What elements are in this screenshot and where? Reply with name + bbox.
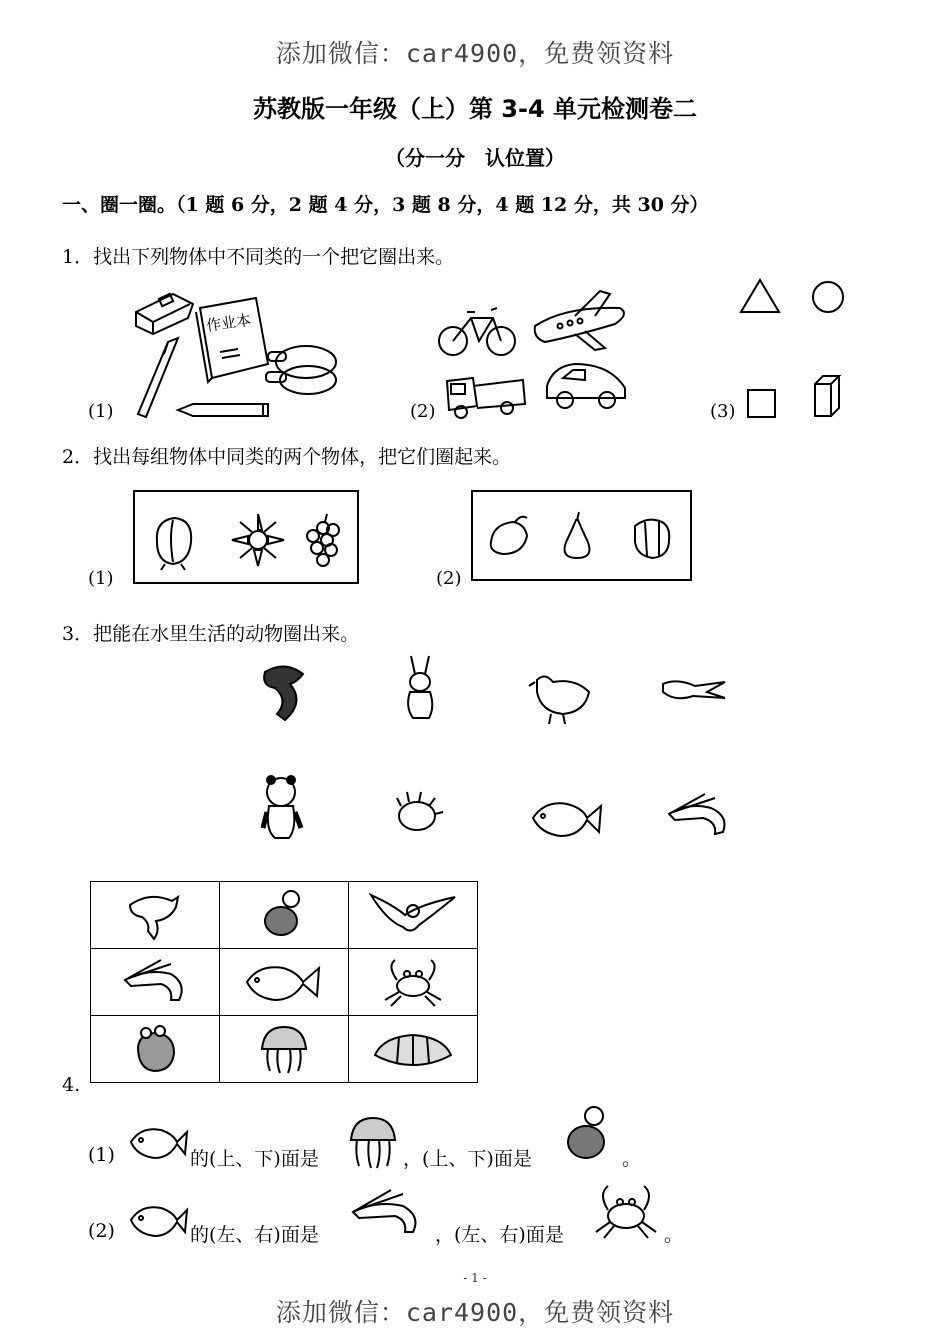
hen-icon	[529, 676, 589, 724]
panda-icon	[263, 776, 301, 838]
grid-cell-snail	[91, 1016, 220, 1083]
bell-pepper-icon	[635, 520, 669, 558]
q1-label-3: (3)	[710, 401, 736, 422]
bicycle-icon	[439, 308, 515, 355]
circle-icon	[813, 282, 843, 312]
airplane-icon	[535, 291, 624, 350]
dolphin-icon	[130, 897, 178, 939]
pen-icon	[138, 338, 178, 417]
question-4-number: 4.	[62, 1074, 81, 1096]
cuboid-icon	[815, 376, 839, 416]
question-3-text: 3．把能在水里生活的动物圈出来。	[62, 623, 360, 645]
q4-line2-end: 。	[664, 1224, 684, 1246]
car-icon	[547, 364, 625, 408]
q2-box-2	[471, 490, 692, 581]
q2-label-1: (1)	[88, 568, 114, 589]
q1-label-2: (2)	[410, 401, 436, 422]
watermark-top: 添加微信：car4900，免费领资料	[275, 39, 675, 68]
truck-icon	[447, 378, 525, 418]
shell-icon	[375, 1035, 451, 1065]
question-1-text: 1．找出下列物体中不同类的一个把它圈出来。	[62, 246, 455, 268]
rabbit-icon	[408, 656, 432, 718]
q4-line2-shrimp-icon	[347, 1182, 431, 1240]
q1-group1-illustration	[128, 282, 343, 422]
square-icon	[748, 390, 775, 417]
q1-label-1: (1)	[88, 401, 114, 422]
shrimp-icon	[669, 794, 725, 834]
turtle-icon	[265, 891, 299, 935]
triangle-icon	[741, 280, 779, 312]
q4-line1-fish-icon	[127, 1116, 189, 1166]
q4-line1-text-b: ，(上、下)面是	[403, 1148, 532, 1170]
q4-line1-jellyfish-icon	[343, 1112, 405, 1172]
dolphin-icon	[264, 666, 303, 720]
grid-cell-jellyfish	[220, 1016, 349, 1083]
q2-label-2: (2)	[436, 568, 462, 589]
q4-picture-grid	[90, 881, 478, 1083]
q4-line1-label: (1)	[88, 1144, 115, 1166]
q4-line1-turtle-icon	[560, 1102, 620, 1164]
q4-line2-crab-icon	[590, 1180, 662, 1242]
grid-cell-fish	[220, 949, 349, 1016]
shrimp-icon	[125, 960, 182, 1000]
hedgehog-icon	[397, 792, 443, 830]
jellyfish-icon	[262, 1027, 306, 1073]
pear-icon	[565, 512, 590, 558]
q4-line2-fish-icon	[127, 1194, 189, 1244]
page-subtitle: （分一分 认位置）	[385, 146, 565, 170]
peach-icon	[157, 518, 191, 570]
grid-cell-bird	[349, 882, 478, 949]
grid-cell-crab	[349, 949, 478, 1016]
q4-line1-text-a: 的(上、下)面是	[190, 1148, 319, 1170]
q2-box-1	[133, 490, 359, 584]
notebook-icon	[196, 298, 268, 382]
q3-animals-illustration	[245, 652, 745, 857]
q4-line2-label: (2)	[88, 1220, 115, 1242]
eraser-icon	[136, 294, 193, 334]
fish-icon	[247, 967, 319, 1000]
q4-line2-text-b: ，(左、右)面是	[435, 1224, 564, 1246]
ping-pong-paddle-icon	[266, 346, 336, 394]
snail-icon	[138, 1026, 174, 1071]
q4-line2-text-a: 的(左、右)面是	[190, 1224, 319, 1246]
watermark-bottom: 添加微信：car4900，免费领资料	[275, 1298, 675, 1327]
grid-cell-shrimp	[91, 949, 220, 1016]
crab-icon	[385, 960, 441, 1006]
swallow-icon	[663, 681, 725, 698]
grapes-icon	[307, 514, 339, 566]
grid-cell-turtle	[220, 882, 349, 949]
fish-icon	[533, 803, 601, 836]
grid-cell-dolphin	[91, 882, 220, 949]
grid-cell-shell	[349, 1016, 478, 1083]
eggplant-icon	[491, 517, 527, 554]
section-1-heading: 一、圈一圈。（1 题 6 分，2 题 4 分，3 题 8 分，4 题 12 分，共 30 分）	[62, 194, 709, 216]
q4-line1-end: 。	[622, 1148, 642, 1170]
q1-group3-shapes	[735, 272, 855, 422]
page-title: 苏教版一年级（上）第 3-4 单元检测卷二	[252, 95, 698, 123]
sunflower-icon	[232, 514, 284, 566]
bird-icon	[371, 895, 455, 931]
notebook-label: 作业本	[205, 310, 253, 335]
page-number: - 1 -	[463, 1271, 487, 1285]
pencil-icon	[178, 404, 268, 416]
q1-group2-illustration	[435, 286, 635, 421]
question-2-text: 2．找出每组物体中同类的两个物体，把它们圈起来。	[62, 446, 512, 468]
